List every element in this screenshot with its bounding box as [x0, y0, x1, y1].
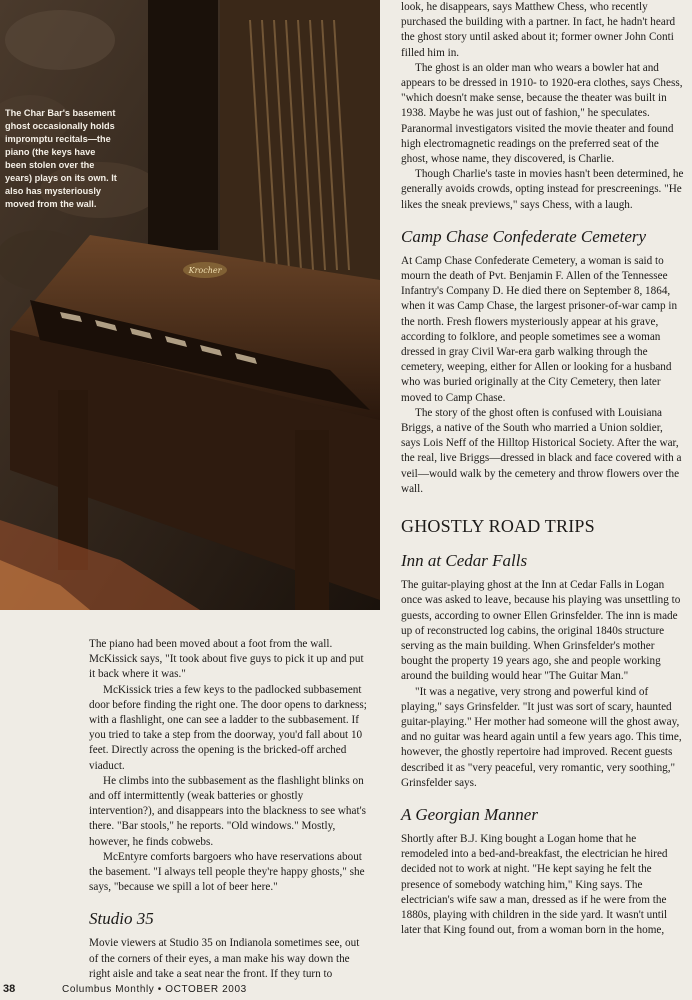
photo-caption: The Char Bar's basement ghost occasionally holds impromptu recitals—the piano (the keys have been stolen over the years) plays on its own. It also has mysteriously moved from the wall.: [5, 108, 117, 209]
body-paragraph: The piano had been moved about a foot from the wall. McKissick says, "It took about five guys to pick it up and put it back where it was.": [89, 638, 364, 681]
left-column: [89, 637, 369, 982]
body-paragraph: Shortly after B.J. King bought a Logan home that he remodeled into a bed-and-breakfast, the electrician he hired decided not to work at night. "He kept saying he felt the presence of somebody watching him," King says. The electrician's wife saw a man, dressed as if he were from the 1880s, playing with children in the side yard. It wasn't until later that King found out, from a woman born in the home,: [401, 832, 668, 937]
subheading-inn-cedar-falls: Inn at Cedar Falls: [401, 551, 528, 571]
body-paragraph: Movie viewers at Studio 35 on Indianola sometimes see, out of the corners of their eyes, a man make his way down the right aisle and take a seat near the front. If they turn to: [89, 937, 360, 980]
right-column: [401, 0, 684, 938]
body-paragraph: The story of the ghost often is confused with Louisiana Briggs, a native of the South who married a Union soldier, says Lois Neff of the Hilltop Historical Society. After the war, the real, live Briggs—dressed in black and face covered with a veil—would walk by the cemetery and throw flowers over the wall.: [401, 406, 682, 495]
body-paragraph: look, he disappears, says Matthew Chess, who recently purchased the building with a partner. In fact, he hadn't heard the ghost story until asked about it; former owner John Conti filled him in.: [401, 1, 676, 59]
piano-illustration: [0, 0, 380, 610]
subheading-camp-chase: Camp Chase Confederate Cemetery: [401, 226, 647, 246]
piano-brand-text: Krocher: [188, 266, 222, 275]
body-paragraph: He climbs into the subbasement as the flashlight blinks on and off intermittently (weak batteries or ghostly intervention?), and disappears into the blackness to see what's there. "Bar stools," he reports. "Old windows." Mostly, however, he finds cobwebs.: [89, 774, 366, 848]
body-paragraph: McEntyre comforts bargoers who have reservations about the basement. "I always tell people they're happy ghosts," she says, "because we spill a lot of beer here.": [89, 850, 365, 894]
body-paragraph: At Camp Chase Confederate Cemetery, a woman is said to mourn the death of Pvt. Benjamin F. Allen of the Tennessee Infantry's Company D. He died there on September 8, 1864, when it was Camp Chase, the largest prisoner-of-war camp in the north. Fresh flowers mysteriously appear at his grave, according to folklore, and people sometimes see a woman dressed in gray Civil War-era garb walking through the cemetery, weeping, either for Allen or looking for a husband who was buried originally at the City Cemetery, then later moved to Camp Chase.: [401, 254, 678, 404]
body-paragraph: McKissick tries a few keys to the padlocked subbasement door before finding the right one. The door opens to darkness; with a flashlight, one can see a ladder to the subbasement. If you tried to take a step from the doorway, you'd fall about 10 feet. Directly across the opening is the bricked-off arched viaduct.: [89, 683, 367, 772]
page-number: 38: [3, 983, 16, 995]
piano-photo: [0, 0, 380, 610]
subheading-georgian-manner: A Georgian Manner: [401, 804, 538, 824]
body-paragraph: Though Charlie's taste in movies hasn't been determined, he generally avoids crowds, opting instead for prescreenings. "He likes the sneak previews," says Chess, with a laugh.: [401, 168, 684, 211]
section-heading-road-trips: GHOSTLY ROAD TRIPS: [401, 516, 595, 537]
folio-line: Columbus Monthly • OCTOBER 2003: [62, 984, 247, 995]
page-footer: [0, 978, 692, 1000]
body-paragraph: The guitar-playing ghost at the Inn at Cedar Falls in Logan once was asked to leave, because his playing was unsettling to guests, according to owner Ellen Grinsfelder. The inn is made up of reconstructed log cabins, the original 1840s structure serving as the main building. When Grinsfelder's mother bought the property 19 years ago, she and people working around the building would hear "The Guitar Man.": [401, 579, 681, 683]
body-paragraph: The ghost is an older man who wears a bowler hat and appears to be dressed in 1910- to 1920-era clothes, says Chess, "which doesn't make sense, because the theater was built in 1938. Maybe he was just out of fashion," he speculates. Paranormal investigators visited the movie theater and found high electromagnetic readings on the preferred seat of the ghost, whose name, they discovered, is Charlie.: [401, 61, 683, 166]
body-paragraph: "It was a negative, very strong and powerful kind of playing," says Grinsfelder. "It just was sort of scary, haunted guitar-playing." Her mother had someone will the ghost away, and no guitar was heard again until a few years ago. This time, however, the ghostly repertoire had improved. Recent guests described it as "very peaceful, very romantic, very soothing," Grinsfelder says.: [401, 685, 682, 789]
subheading-studio-35: Studio 35: [89, 909, 154, 929]
